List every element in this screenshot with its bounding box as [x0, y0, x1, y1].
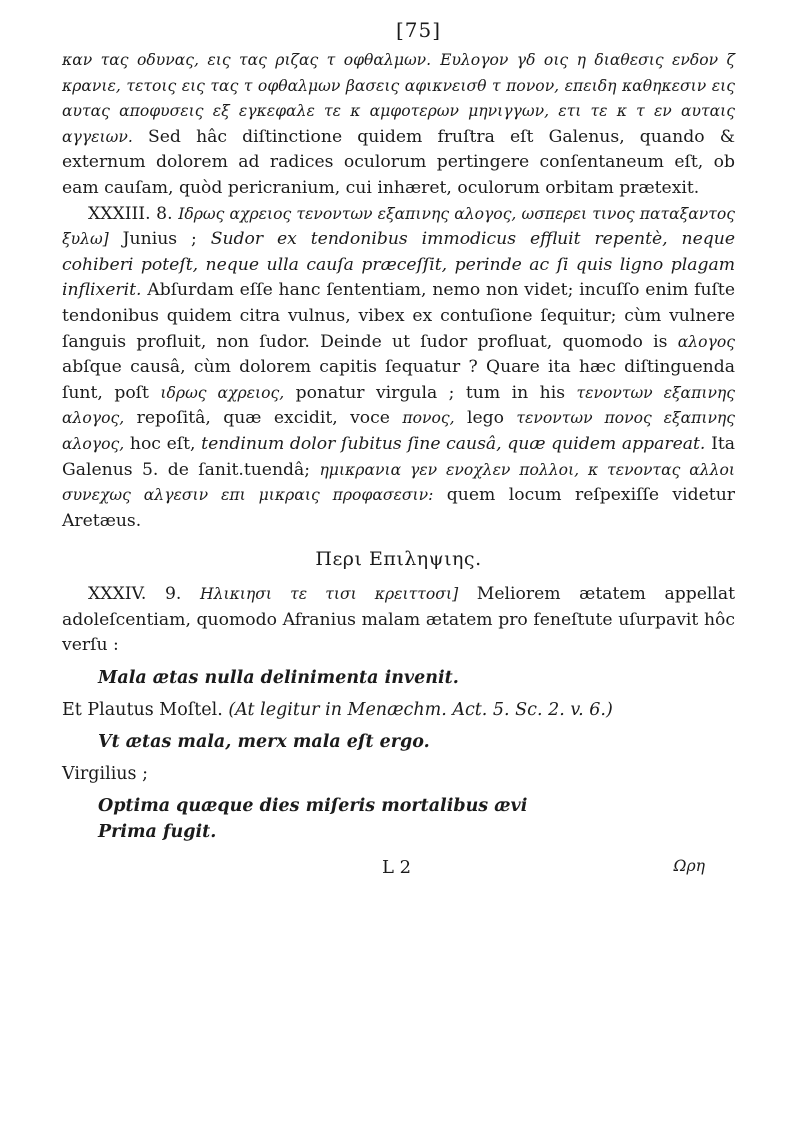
- citation-reference: (At legitur in Menæchm. Act. 5. Sc. 2. v. 6.): [228, 700, 613, 721]
- greek-word: τενοντων πονος εξαπινης αλογος,: [62, 409, 736, 453]
- paragraph-continuation: [62, 48, 735, 202]
- latin-translation: Sudor ex tendonibus immodicus effluit repentè, neque cohiberi poteſt, neque ulla cauſa præceſſit, perinde ac ſi quis ligno plagam inflixerit.: [62, 229, 736, 301]
- citation-line: [62, 697, 735, 723]
- verse-line: Prima fugit.: [98, 822, 217, 843]
- verse-line: Optima quæque dies miſeris mortalibus ævi: [98, 796, 528, 817]
- latin-text: lego: [466, 408, 505, 429]
- section-number: XXXIII. 8.: [88, 203, 173, 224]
- paragraph-xxxiv: [62, 582, 735, 659]
- verse-quote: [62, 793, 735, 845]
- latin-text: hoc eſt,: [129, 433, 196, 454]
- latin-text: repoſitâ, quæ excidit, voce: [136, 408, 390, 429]
- verse-quote: Mala ætas nulla delinimenta invenit.: [98, 668, 459, 689]
- latin-text: Junius ;: [122, 229, 197, 250]
- greek-word: πονος,: [402, 409, 455, 428]
- catchword: Ωρη: [673, 857, 705, 876]
- section-number: XXXIV. 9.: [88, 584, 182, 605]
- latin-commentary: Sed hâc diſtinctione quidem fruſtra eſt Galenus, quando & externum dolorem ad radices oculorum pertingere conſentaneum eſt, ob eam cauſam, quòd pericranium, cui inhæret, oculorum orbitam prætexit.: [62, 126, 735, 198]
- citation-author: Virgilius ;: [62, 764, 148, 785]
- page-footer: [62, 857, 735, 878]
- greek-citation: Ευλογον γδ οις η διαθεσις ενδον ζ κρανιε, τετοις εις τας τ οφθαλμων βασεις αφικνεισθ τ πονον, επειδη καθηκεσιν εις αυτας αποφυσεις εξ εγκεφαλε τε κ αμφοτερων μηνιγγων, ετι τε κ τ εν αυταις αγγειων.: [62, 51, 736, 146]
- latin-translation: tendinum dolor ſubitus ſine causâ, quæ quidem appareat.: [201, 433, 706, 454]
- greek-lemma: Ηλικιησι τε τισι κρειττοσι]: [199, 585, 459, 604]
- latin-text: Ita Galenus 5. de ſanit.tuendâ;: [62, 433, 736, 480]
- paragraph-xxxiii: [62, 202, 735, 535]
- latin-text: abſque causâ, cùm dolorem capitis ſequatur ? Quare ita hæc diſtinguenda ſunt, poſt: [62, 357, 735, 403]
- latin-text: quem locum reſpexiſſe videtur Aretæus.: [62, 485, 735, 531]
- greek-word: τενοντων εξαπινης αλογος,: [62, 383, 735, 428]
- verse-quote: Vt ætas mala, merx mala eſt ergo.: [98, 732, 430, 753]
- citation-author: Et Plautus Moſtel.: [62, 700, 223, 721]
- latin-text: ponatur virgula ; tum in his: [295, 382, 566, 403]
- page-number: [75]: [395, 18, 442, 42]
- greek-word: αλογος: [677, 332, 735, 351]
- greek-word: ιδρως αχρειος,: [160, 383, 285, 402]
- latin-text: Meliorem ætatem appellat adoleſcentiam, quomodo Afranius malam ætatem pro feneſtute uſurpavit hôc verſu :: [62, 584, 736, 656]
- latin-text: Abſurdam eſſe hanc ſententiam, nemo non videt; incuſſo enim fuſte tendonibus quidem citra vulnus, vibex ex contuſione ſequitur; cùm vulnere ſanguis profluit, non ſudor. Deinde ut ſudor profluat, quomodo is: [62, 280, 735, 352]
- greek-quote: καν τας οδυνας, εις τας ριζας τ οφθαλμων.: [62, 51, 432, 69]
- signature-mark: L 2: [382, 857, 412, 879]
- section-heading: Περι Επιληψιης.: [315, 548, 482, 571]
- greek-citation: ημικρανια γεν ενοχλεν πολλοι, κ τενοντας αλλοι συνεχως αλγεσιν επι μικραις προφασεσιν:: [62, 460, 735, 505]
- greek-lemma: Ιδρως αχρειος τενοντων εξαπινης αλογος, ωσπερει τινος παταξαντος ξυλω]: [62, 204, 736, 249]
